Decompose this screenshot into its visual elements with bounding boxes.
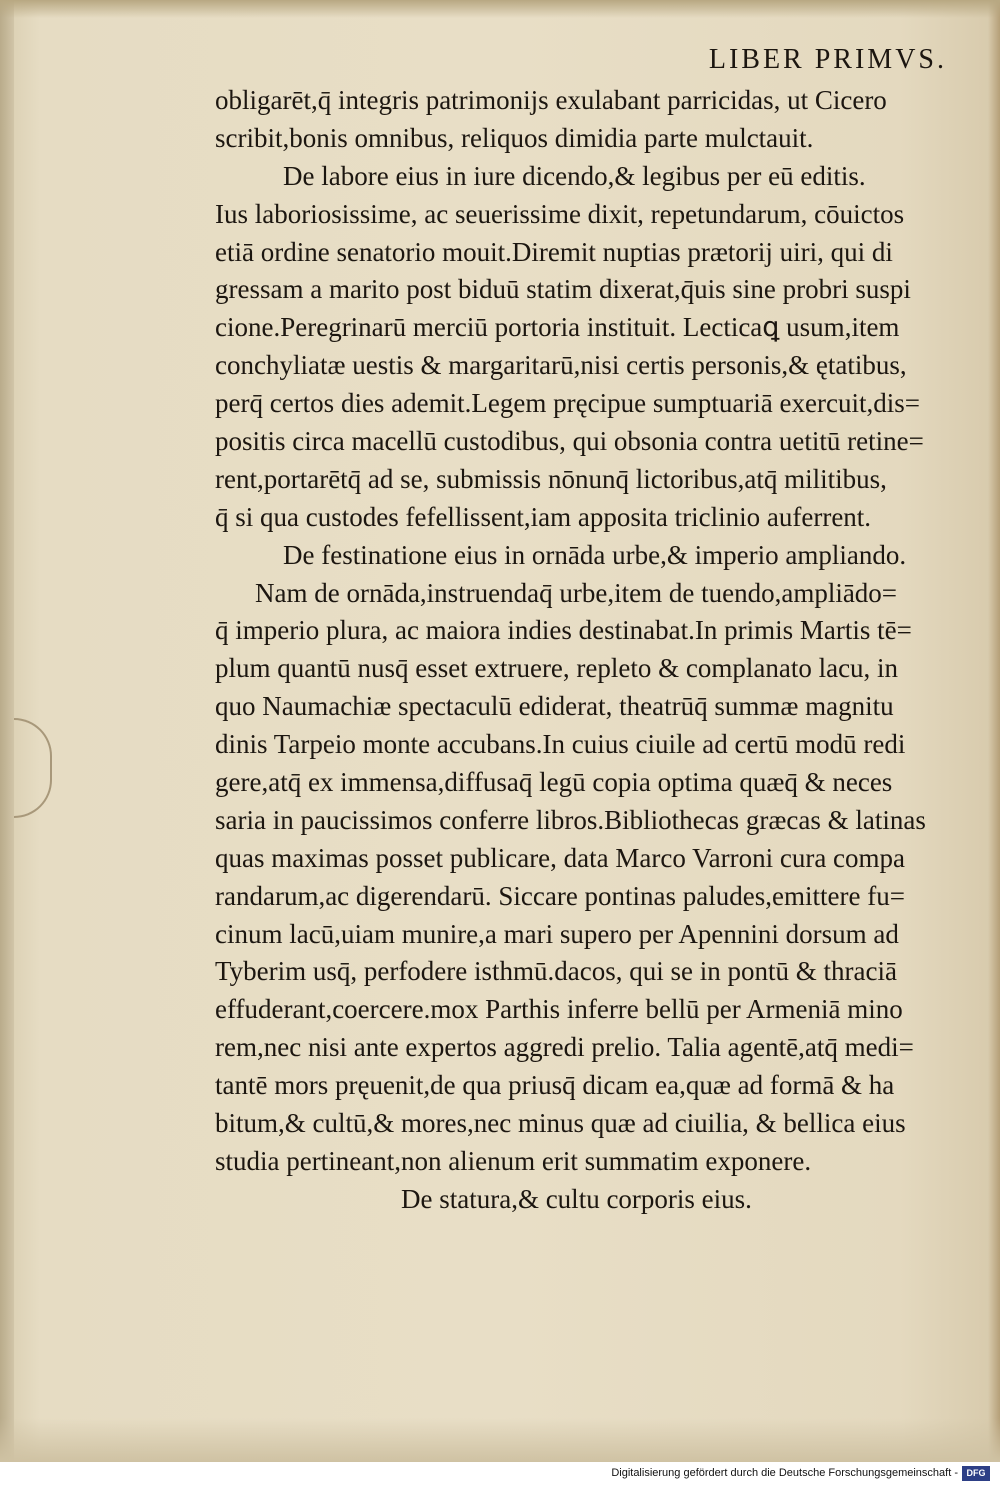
text-line: positis circa macellū custodibus, qui obsonia contra uetitū retine= bbox=[215, 426, 924, 457]
text-line: rent,portarētq̄ ad se, submissis nōnunq̄ lictoribus,atq̄ militibus, bbox=[215, 463, 887, 494]
text-line: bitum,& cultū,& mores,nec minus quæ ad ciuilia, & bellica eius bbox=[215, 1108, 906, 1139]
text-line: gressam a marito post biduū statim dixerat,q̄uis sine probri suspi bbox=[215, 274, 911, 305]
page-right-edge bbox=[988, 0, 1000, 1462]
section-heading: De festinatione eius in ornāda urbe,& imperio ampliando. bbox=[283, 539, 907, 570]
text-line: conchyliatæ uestis & margaritarū,nisi certis personis,& ętatibus, bbox=[215, 350, 907, 381]
text-line: gere,atq̄ ex immensa,diffusaq̄ legū copia optima quæq̄ & neces bbox=[215, 767, 893, 798]
text-line: rem,nec nisi ante expertos aggredi prelio. Talia agentē,atq̄ medi= bbox=[215, 1032, 914, 1063]
dfg-logo: DFG bbox=[962, 1466, 990, 1481]
text-line: cione.Peregrinarū merciū portoria instituit. Lecticaꝗ usum,item bbox=[215, 312, 900, 343]
text-line: tantē mors pręuenit,de qua priusq̄ dicam ea,quæ ad formā & ha bbox=[215, 1070, 895, 1101]
page-bottom-edge bbox=[0, 1418, 1000, 1462]
text-line: perq̄ certos dies ademit.Legem pręcipue sumptuariā exercuit,dis= bbox=[215, 388, 920, 419]
text-line: quas maximas posset publicare, data Marco Varroni cura compa bbox=[215, 842, 906, 873]
running-head: LIBER PRIMVS. bbox=[708, 44, 947, 75]
text-line: randarum,ac digerendarū. Siccare pontinas paludes,emittere fu= bbox=[215, 880, 905, 911]
text-line: Nam de ornāda,instruendaq̄ urbe,item de tuendo,ampliādo= bbox=[255, 577, 898, 608]
text-line: scribit,bonis omnibus, reliquos dimidia parte mulctauit. bbox=[215, 122, 814, 153]
text-line: q̄ si qua custodes fefellissent,iam apposita triclinio auferrent. bbox=[215, 501, 872, 532]
section-heading: De statura,& cultu corporis eius. bbox=[401, 1183, 752, 1214]
page-top-shadow bbox=[0, 0, 1000, 18]
text-line: saria in paucissimos conferre libros.Bibliothecas græcas & latinas bbox=[215, 804, 926, 835]
text-line: Ius laboriosissime, ac seuerissime dixit, repetundarum, cōuictos bbox=[215, 198, 905, 229]
text-line: effuderant,coercere.mox Parthis inferre bellū per Armeniā mino bbox=[215, 994, 903, 1025]
binding-edge bbox=[0, 0, 14, 1462]
text-block bbox=[215, 38, 975, 1219]
digitization-footer bbox=[0, 1462, 1000, 1487]
text-line: dinis Tarpeio monte accubans.In cuius ciuile ad certū modū redi bbox=[215, 729, 906, 760]
text-line: etiā ordine senatorio mouit.Diremit nuptias prætorij uiri, qui di bbox=[215, 236, 893, 267]
text-line: q̄ imperio plura, ac maiora indies destinabat.In primis Martis tē= bbox=[215, 615, 912, 646]
page-clip-mark bbox=[14, 718, 52, 818]
text-line: obligarēt,q̄ integris patrimonijs exulabant parricidas, ut Cicero bbox=[215, 85, 887, 115]
section-heading: De labore eius in iure dicendo,& legibus per eū editis. bbox=[283, 160, 866, 191]
text-line: plum quantū nusq̄ esset extruere, repleto & complanato lacu, in bbox=[215, 653, 899, 684]
funding-credit: Digitalisierung gefördert durch die Deutsche Forschungsgemeinschaft - bbox=[611, 1467, 958, 1479]
text-line: quo Naumachiæ spectaculū ediderat, theatrūq̄ summæ magnitu bbox=[215, 691, 894, 722]
text-line: cinum lacū,uiam munire,a mari supero per Apennini dorsum ad bbox=[215, 918, 899, 949]
text-line: Tyberim usq̄, perfodere isthmū.dacos, qui se in pontū & thraciā bbox=[215, 956, 897, 987]
text-line: studia pertineant,non alienum erit summatim exponere. bbox=[215, 1145, 812, 1176]
